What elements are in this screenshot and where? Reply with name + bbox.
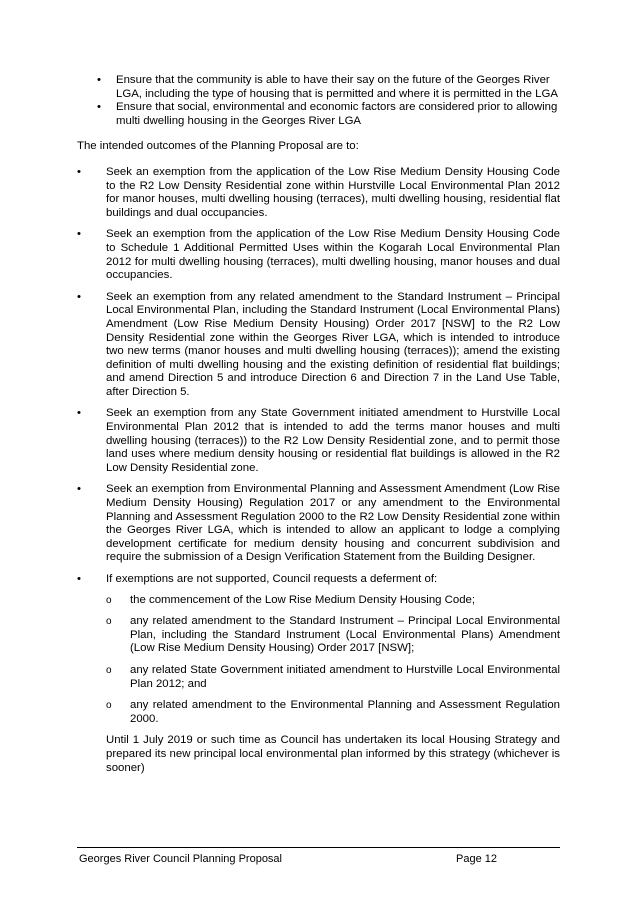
outcomes-list bbox=[77, 166, 560, 775]
sub-list-item: o any related amendment to the Environmental Planning and Assessment Regulation 2000. bbox=[106, 699, 560, 726]
community-bullet-list bbox=[77, 74, 560, 128]
list-item: • Seek an exemption from any State Government initiated amendment to Hurstville Local Environmental Plan 2012 that is intended to add the terms manor houses and multi dwelling housing (terraces)) to the R2 Low Density Residential zone, and to permit those land uses where medium density housing or residential flat buildings is allowed in the R2 Low Density Residential zone. bbox=[77, 407, 560, 475]
footer-title: Georges River Council Planning Proposal bbox=[79, 853, 282, 865]
list-item: • Seek an exemption from any related amendment to the Standard Instrument – Principal Local Environmental Plan, including the Standard Instrument (Local Environmental Plans) Amendment (Low Rise Medium Density Housing) Order 2017 [NSW] to the R2 Low Density Residential zone within the Georges River LGA, which is intended to introduce two new terms (manor houses and multi dwelling housing (terraces)); amend the existing definition of multi dwelling housing and the existing definition of residential flat buildings; and amend Direction 5 and introduce Direction 6 and Direction 7 in the Land Use Table, after Direction 5. bbox=[77, 291, 560, 400]
deferment-item bbox=[77, 573, 560, 775]
document-body bbox=[77, 74, 560, 783]
sub-list-item: o the commencement of the Low Rise Medium Density Housing Code; bbox=[106, 594, 560, 608]
list-item: • Seek an exemption from Environmental Planning and Assessment Amendment (Low Rise Medium Density Housing) Regulation 2017 or any amendment to the Environmental Planning and Assessment Regulation 2000 to the R2 Low Density Residential zone within the Georges River LGA, which is intended to allow an applicant to lodge a complying development certificate for medium density housing and concurrent subdivision and require the submission of a Design Verification Statement from the Building Designer. bbox=[77, 483, 560, 565]
list-item: • Seek an exemption from the application of the Low Rise Medium Density Housing Code to Schedule 1 Additional Permitted Uses within the Kogarah Local Environmental Plan 2012 for multi dwelling housing (terraces), multi dwelling housing, manor houses and dual occupancies. bbox=[77, 228, 560, 282]
sub-list-item: o any related State Government initiated amendment to Hurstville Local Environmental Plan 2012; and bbox=[106, 664, 560, 691]
sub-list-item: o any related amendment to the Standard Instrument – Principal Local Environmental Plan, including the Standard Instrument (Local Environmental Plans) Amendment (Low Rise Medium Density Housing) Order 2017 [NSW]; bbox=[106, 615, 560, 656]
list-item: • Seek an exemption from the application of the Low Rise Medium Density Housing Code to the R2 Low Density Residential zone within Hurstville Local Environmental Plan 2012 for manor houses, multi dwelling housing (terraces), multi dwelling housing, residential flat buildings and dual occupancies. bbox=[77, 166, 560, 220]
page-footer bbox=[77, 847, 560, 865]
deferment-closing: Until 1 July 2019 or such time as Council has undertaken its local Housing Strategy and prepared its new principal local environmental plan informed by this strategy (whichever is sooner) bbox=[106, 734, 560, 774]
deferment-lead: If exemptions are not supported, Council requests a deferment of: bbox=[106, 573, 438, 585]
list-item: • Ensure that social, environmental and economic factors are considered prior to allowing multi dwelling housing in the Georges River LGA bbox=[77, 101, 560, 128]
intro-paragraph: The intended outcomes of the Planning Proposal are to: bbox=[77, 140, 359, 153]
list-item: • Ensure that the community is able to have their say on the future of the Georges River LGA, including the type of housing that is permitted and where it is permitted in the LGA bbox=[77, 74, 560, 101]
page-number: Page 12 bbox=[456, 853, 497, 865]
deferment-sub-list bbox=[106, 594, 560, 727]
